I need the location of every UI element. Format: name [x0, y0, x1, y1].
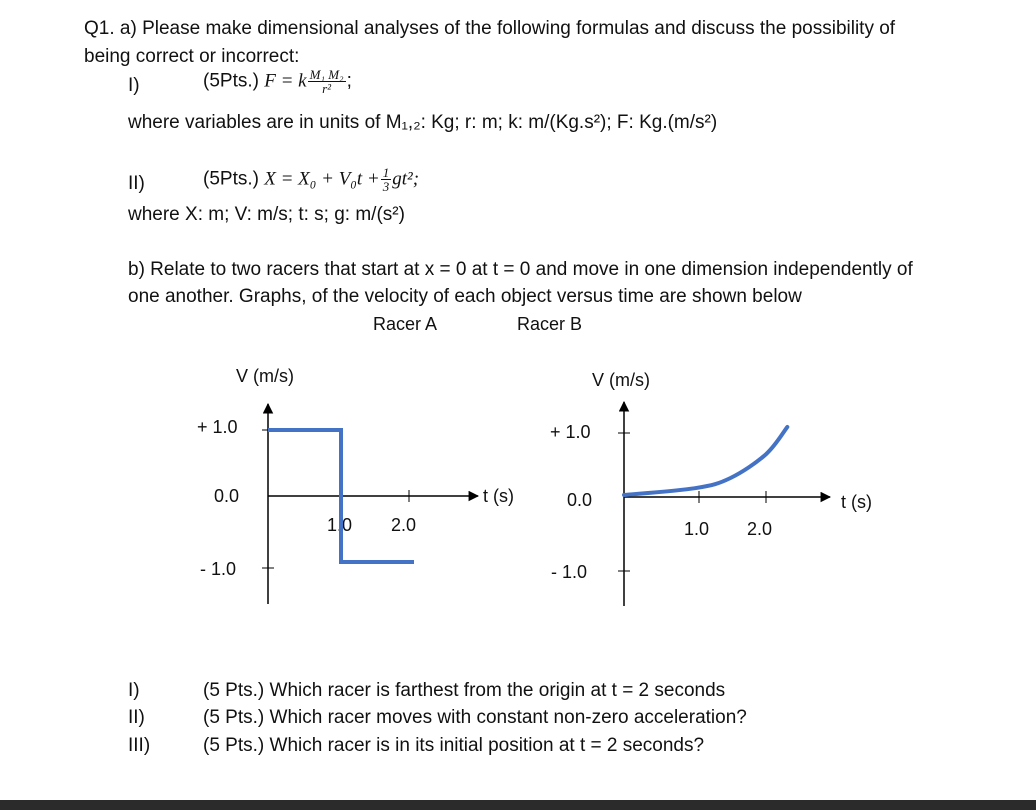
part2-numerator: 1: [382, 165, 390, 180]
graph-b-xtick-1: 1.0: [684, 519, 710, 539]
part1-roman: I): [128, 75, 140, 96]
part1-formula-left: F = k: [264, 70, 307, 92]
graph-a-ytick-zero: 0.0: [214, 486, 240, 506]
question-1-roman: I): [128, 680, 140, 701]
graph-a-ytick-neg: - 1.0: [200, 559, 237, 579]
question-title-continued: being correct or incorrect:: [84, 46, 300, 67]
graph-a-ylabel: V (m/s): [236, 366, 294, 386]
part1-units: where variables are in units of M₁,₂: Kg; r: m; k: m/(Kg.s²); F: Kg.(m/s²): [128, 112, 718, 133]
graph-b-ytick-neg: - 1.0: [551, 562, 588, 582]
part1-points: (5Pts.): [203, 70, 259, 92]
graph-a-xtick-1: 1.0: [327, 515, 353, 535]
question-2-roman: II): [128, 707, 145, 728]
graph-b-ylabel: V (m/s): [592, 370, 650, 390]
graph-b-xlabel: t (s): [841, 492, 872, 512]
bottom-bar: [0, 800, 1036, 810]
racer-a-label: Racer A: [373, 314, 438, 334]
graph-b-ytick-zero: 0.0: [567, 490, 593, 510]
graph-a-ytick-pos: + 1.0: [197, 417, 238, 437]
racer-b-label: Racer B: [517, 314, 583, 334]
graph-b-axes: [618, 402, 830, 606]
part2-formula-left: X = X₀ + V₀t +: [264, 168, 380, 190]
part2-units: where X: m; V: m/s; t: s; g: m/(s²): [128, 204, 405, 225]
part1-numerator: M₁ M₂: [309, 67, 344, 82]
question-2-text: (5 Pts.) Which racer moves with constant non-zero acceleration?: [203, 707, 747, 728]
racer-b-velocity-curve: [624, 427, 787, 495]
graph-a-xlabel: t (s): [483, 486, 514, 506]
graph-b-xtick-2: 2.0: [747, 519, 773, 539]
question-title: Q1. a) Please make dimensional analyses of the following formulas and discuss the possibility of: [84, 18, 896, 39]
question-3-roman: III): [128, 735, 151, 756]
question-3-text: (5 Pts.) Which racer is in its initial position at t = 2 seconds?: [203, 735, 705, 756]
part2-denominator: 3: [382, 179, 390, 194]
graph-b-ytick-pos: + 1.0: [550, 422, 591, 442]
part1-formula-end: ;: [346, 70, 352, 92]
question-1-text: (5 Pts.) Which racer is farthest from the origin at t = 2 seconds: [203, 680, 726, 701]
part2-roman: II): [128, 173, 145, 194]
part2-points: (5Pts.): [203, 168, 259, 190]
part1-denominator: r²: [308, 81, 346, 95]
part2-formula-end: gt²;: [392, 168, 420, 190]
part-b-line1: b) Relate to two racers that start at x = 0 at t = 0 and move in one dimension independently of: [128, 259, 913, 280]
graph-a-xtick-2: 2.0: [391, 515, 417, 535]
graph-a-axes: [262, 404, 478, 604]
part-b-line2: one another. Graphs, of the velocity of each object versus time are shown below: [128, 286, 802, 307]
